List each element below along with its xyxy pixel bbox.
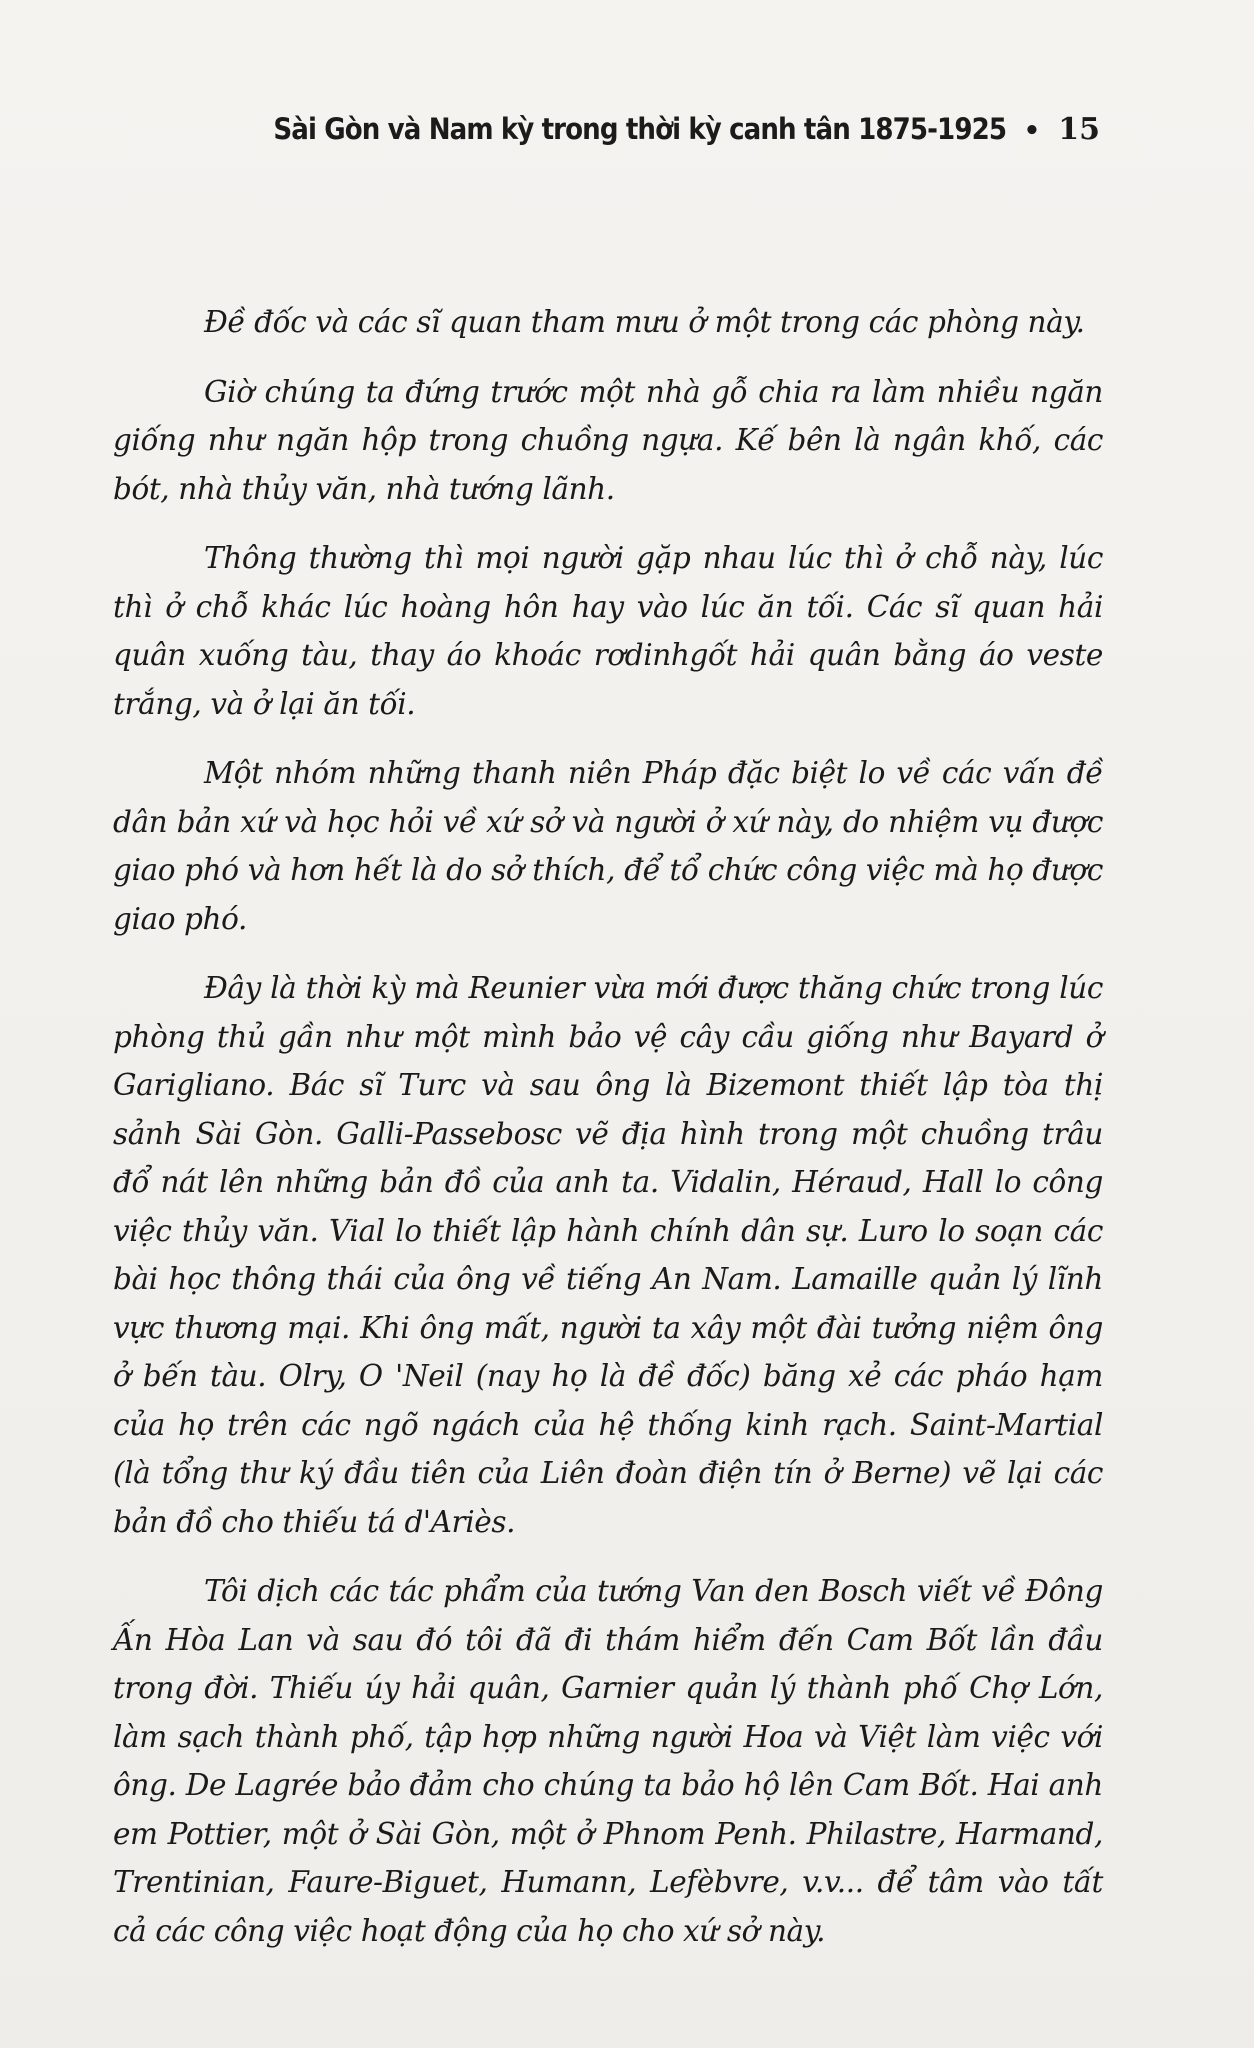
paragraph: Thông thường thì mọi người gặp nhau lúc thì ở chỗ này, lúc thì ở chỗ khác lúc hoàng hôn hay vào lúc ăn tối. Các sĩ quan hải quân xuống tàu, thay áo khoác rơdinhgốt hải quân bằng áo veste trắng, và ở lại ăn tối. xyxy=(113,541,1103,721)
paragraph: Tôi dịch các tác phẩm của tướng Van den Bosch viết về Đông Ấn Hòa Lan và sau đó tôi đã đi thám hiểm đến Cam Bốt lần đầu trong đời. Thiếu úy hải quân, Garnier quản lý thành phố Chợ Lớn, làm sạch thành phố, tập hợp những người Hoa và Việt làm việc với ông. De Lagrée bảo đảm cho chúng ta bảo hộ lên Cam Bốt. Hai anh em Pottier, một ở Sài Gòn, một ở Phnom Penh. Philastre, Harmand, Trentinian, Faure-Biguet, Humann, Lefèbvre, v.v... để tâm vào tất cả các công việc hoạt động của họ cho xứ sở này. xyxy=(113,1574,1103,1948)
running-header xyxy=(192,112,1100,147)
paragraph: Một nhóm những thanh niên Pháp đặc biệt lo về các vấn đề dân bản xứ và học hỏi về xứ sở và người ở xứ này, do nhiệm vụ được giao phó và hơn hết là do sở thích, để tổ chức công việc mà họ được giao phó. xyxy=(113,756,1103,936)
paragraph: Giờ chúng ta đứng trước một nhà gỗ chia ra làm nhiều ngăn giống như ngăn hộp trong chuồng ngựa. Kế bên là ngân khố, các bót, nhà thủy văn, nhà tướng lãnh. xyxy=(113,374,1103,506)
paragraph: Đề đốc và các sĩ quan tham mưu ở một trong các phòng này. xyxy=(204,305,1085,339)
page-number: 15 xyxy=(1058,112,1100,147)
paragraph: Đây là thời kỳ mà Reunier vừa mới được thăng chức trong lúc phòng thủ gần như một mình bảo vệ cây cầu giống như Bayard ở Garigliano. Bác sĩ Turc và sau ông là Bizemont thiết lập tòa thị sảnh Sài Gòn. Galli-Passebosc vẽ địa hình trong một chuồng trâu đổ nát lên những bản đồ của anh ta. Vidalin, Héraud, Hall lo công việc thủy văn. Vial lo thiết lập hành chính dân sự. Luro lo soạn các bài học thông thái của ông về tiếng An Nam. Lamaille quản lý lĩnh vực thương mại. Khi ông mất, người ta xây một đài tưởng niệm ông ở bến tàu. Olry, O 'Neil (nay họ là đề đốc) băng xẻ các pháo hạm của họ trên các ngõ ngách của hệ thống kinh rạch. Saint-Martial (là tổng thư ký đầu tiên của Liên đoàn điện tín ở Berne) vẽ lại các bản đồ cho thiếu tá d'Ariès. xyxy=(113,971,1103,1539)
body-text xyxy=(113,298,1103,1976)
header-bullet: • xyxy=(1023,116,1041,146)
running-title: Sài Gòn và Nam kỳ trong thời kỳ canh tân 1875-1925 xyxy=(272,112,1006,146)
